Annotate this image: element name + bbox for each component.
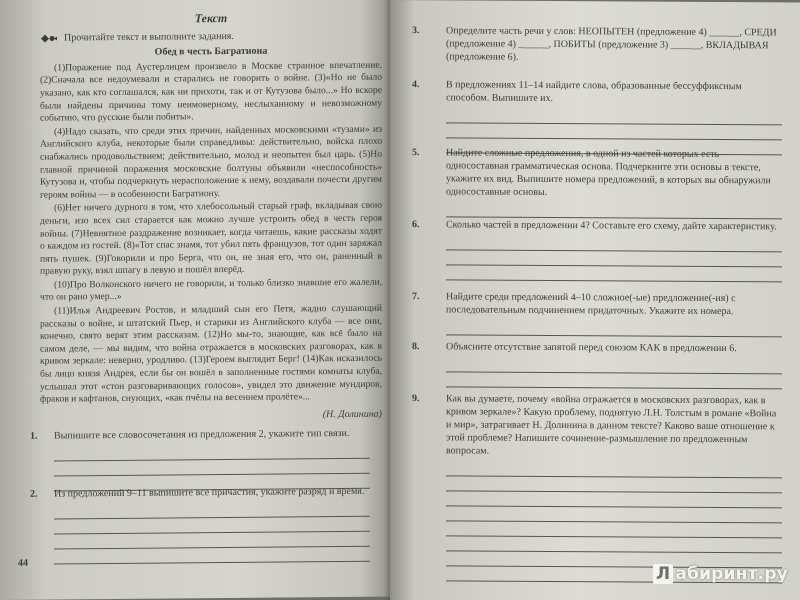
task-body [54,485,370,565]
answer-lines[interactable] [446,202,782,219]
task-text: В предложениях 11–14 найдите слова, образованные бессуффиксным способом. Выпишите их. [446,79,742,104]
task-text: Объясните отсутствие запятой перед союзом КАК в предложении 6. [446,341,737,355]
answer-lines[interactable] [446,235,782,282]
site-watermark [653,564,788,584]
author-credit: (Н. Долинина) [322,408,382,420]
task-number: 6. [412,219,420,231]
task-body [446,340,782,389]
answer-lines[interactable] [54,502,370,565]
text-title: Текст [194,11,228,26]
task-number: 5. [412,147,420,159]
paragraph: (1)Поражение под Аустерлицем произвело в Москве странное впечатление. (2)Сначала все недоумевали и старались не говорить о войне. (3)«Но не было указано, как кто соглашался, как ни прихоти, так и от Кутузова было...» Но вскоре были найдены причины тому неимоверному, неслыханному и невозможному событию, что русские были побиты». [40,59,382,124]
paragraph: (4)Надо сказать, что среди этих причин, найденных московскими «тузами» из Английского клуба, некоторые были справедливы: действительно, войска плохо снабжались продовольствием; действительно, молод и неопытен был царь. (5)Но главной причиной поражения московские болтуны объявили «неспособность» Кутузова и, чтобы подчеркнуть нерасположение к нему, воздавали почести другим героям войны — в особенности Багратиону. [40,123,382,201]
task-number: 3. [412,25,420,37]
answer-lines[interactable] [446,320,782,337]
right-page [390,0,800,600]
task-3 [412,24,782,65]
answer-line[interactable] [54,547,370,565]
task-number: 7. [412,291,420,303]
instruction-row [40,29,382,45]
task-8 [412,340,782,389]
watermark-text: абиринт.ру [675,564,788,584]
task-body [446,392,782,583]
answer-line[interactable] [446,265,782,282]
paragraph: (11)Илья Андреевич Ростов, и младший сын его Петя, жадно слушающий рассказы о войне, и штатский Пьер, и старики из Английского клуба — все они, конечно, свято верят этим рассказам. (12)Но мы-то, знающие, как всё было на самом деле, — мы видим, что война отражается в московских разговорах, как в кривом зеркале: неверно, уродливо. (13)Героем выглядит Берг! (14)Как исказилось бы лицо князя Андрея, если бы он вошёл в заполненные гостями комнаты клуба, услышал этот «стон разговаривающих голосов», увидел это движение мундиров, фраков и кафтанов, снующих, «как пчёлы на весеннем пролёте»... [40,302,382,405]
task-2 [30,485,370,565]
task-text: Из предложений 9–11 выпишите все причастия, укажите разряд и время. [54,485,365,500]
task-number: 9. [412,393,420,405]
task-text: Выпишите все словосочетания из предложения 2, укажите тип связи. [54,427,350,442]
instruction-text: Прочитайте текст и выполните задания. [64,30,234,44]
paragraph: (6)Нет ничего дурного в том, что хлебосольный старый граф, вкладывая свою деньги, изо всех сил старается как можно лучше устроить обед в честь героя войны. (7)Невнятное раздражение возникает, когда читаешь, какие рассказы ходят о каждом из гостей. (8)«Тот спас знамя, тот убил пять французов, тот один заряжал пять пушек. (9)Говорили и про Берга, что он, не зная его, что он, раненный в правую руку, взял шпагу в левую и пошёл вперёд. [40,199,382,277]
task-number: 4. [412,79,420,91]
task-text: Сколько частей в предложении 4? Составьте его схему, дайте характеристику. [446,219,777,233]
task-text: Определите часть речи у слов: НЕОПЫТЕН (предложение 4) ______, СРЕДИ (предложение 4) ______, ПОБИТЫ (предложение 3) ______, ВКЛАДЫВАЯ (предложение 6). [446,25,777,63]
task-5 [412,146,782,219]
answer-line[interactable] [446,372,782,389]
task-body [446,146,782,219]
task-1 [30,427,370,492]
page-number: 44 [18,557,28,569]
task-6 [412,218,782,282]
paragraph: (10)Про Волконского ничего не говорили, и только близко знавшие его жалели, что он рано умер...» [40,276,382,304]
task-body [54,427,370,492]
left-page [0,0,392,600]
task-text: Найдите среди предложений 4–10 сложное(-ые) предложение(-ия) с последовательным подчинением придаточных. Укажите их номера. [446,291,736,318]
answer-line[interactable] [446,320,782,337]
task-body [446,218,782,282]
task-body [446,24,782,65]
task-9 [412,392,782,583]
task-text: Найдите сложные предложения, в одной из частей которых есть односоставная грамматическая основа. Подчеркните эти основы в тексте, укажите их вид. Выпишите номера предложений, в которых вы обнаружили односоставные основы. [446,147,771,198]
reading-text [40,11,382,424]
task-body [446,290,782,337]
answer-line[interactable] [446,202,782,219]
task-number: 1. [30,430,38,442]
task-number: 8. [412,341,420,353]
task-4 [412,78,782,155]
watermark-logo-box: Л [653,564,673,584]
ornament-icon [40,33,58,43]
answer-lines[interactable] [446,357,782,389]
task-number: 2. [30,488,38,500]
task-body [446,78,782,155]
task-text: Как вы думаете, почему «война отражается в московских разговорах, как в кривом зеркале»? Какую проблему, поднятую Л.Н. Толстым в романе «Война и мир», затрагивает Н. Долинина в данном тексте? Каково ваше отношение к этой проблеме? Напишите сочинение-размышление по предложенным вопросам. [446,393,777,457]
task-7 [412,290,782,337]
story-title: Обед в честь Багратиона [154,45,268,58]
